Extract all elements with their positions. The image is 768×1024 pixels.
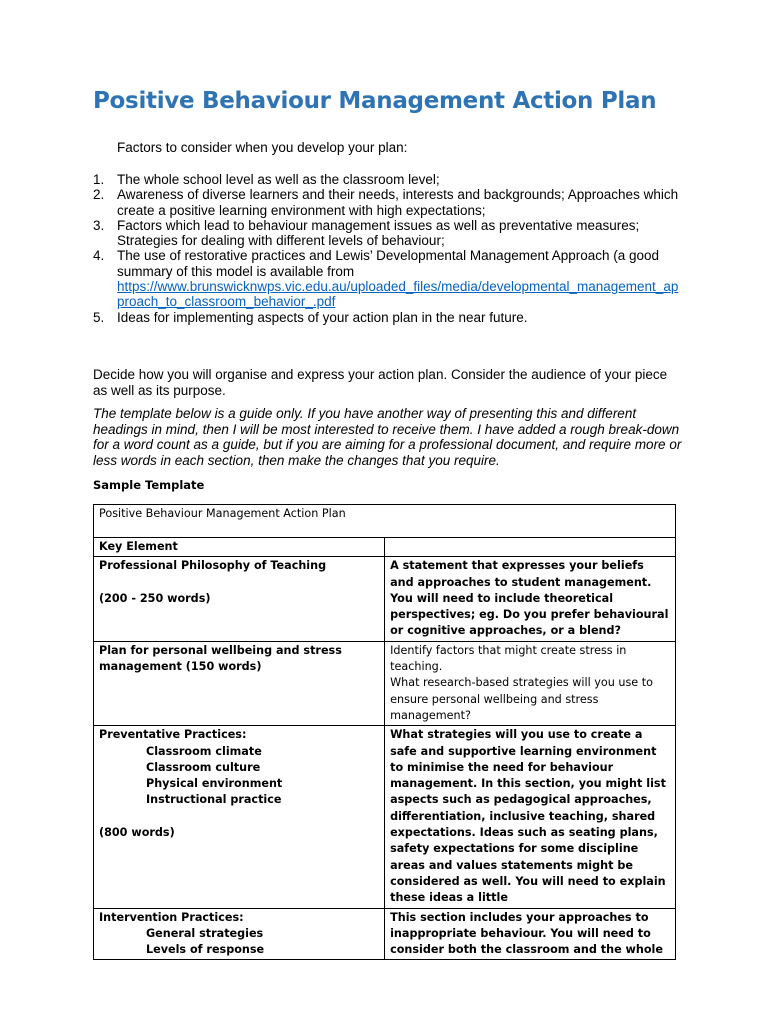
list-item: 4. The use of restorative practices and Lewis’ Developmental Management Approach (a good summary of this model is available from https://www.brunswicknwps.vic.edu.au/uploaded_files/media/developmental_management_approach_to_classroom_behavior_.pdf xyxy=(93,248,679,310)
template-note: The template below is a guide only. If you have another way of presenting this and different headings in mind, then I will be most interested to receive them. I have added a rough break-down for a word count as a guide, but if you are aiming for a professional document, and require more or less words in each section, then make the changes that you require. xyxy=(93,406,682,468)
table-header-cell: Positive Behaviour Management Action Plan xyxy=(94,505,676,538)
table-row xyxy=(94,538,676,557)
list-item: 5. Ideas for implementing aspects of your action plan in the near future. xyxy=(93,309,528,325)
table-cell: This section includes your approaches to inappropriate behaviour. You will need to consider both the classroom and the whole xyxy=(385,908,676,960)
list-item: 3. Factors which lead to behaviour management issues as well as preventative measures; Strategies for dealing with different levels of behaviour; xyxy=(93,217,640,249)
factors-list xyxy=(93,172,683,325)
sample-template-label: Sample Template xyxy=(93,478,205,492)
table-cell xyxy=(385,538,676,557)
table-row xyxy=(94,505,676,538)
table-cell: Plan for personal wellbeing and stress management (150 words) xyxy=(94,641,385,725)
organise-paragraph: Decide how you will organise and express your action plan. Consider the audience of your piece as well as its purpose. xyxy=(93,367,668,398)
table-cell: Preventative Practices: Classroom climate Classroom culture Physical environment Instructional practice (800 words) xyxy=(94,726,385,908)
table-row xyxy=(94,557,676,641)
table-cell: What strategies will you use to create a safe and supportive learning environment to minimise the need for behaviour management. In this section, you might list aspects such as pedagogical approaches, differentiation, inclusive teaching, shared expectations. Ideas such as seating plans, safety expectations for some discipline areas and values statements might be considered as well. You will need to explain these ideas a little xyxy=(385,726,676,908)
factors-intro: Factors to consider when you develop your plan: xyxy=(117,140,408,155)
table-cell: Professional Philosophy of Teaching (200 - 250 words) xyxy=(94,557,385,641)
table-cell: Intervention Practices: General strategies Levels of response xyxy=(94,908,385,960)
list-item: 1. The whole school level as well as the classroom level; xyxy=(93,172,440,187)
key-element-cell: Key Element xyxy=(94,538,385,557)
model-summary-link[interactable]: https://www.brunswicknwps.vic.edu.au/uploaded_files/media/developmental_management_approach_to_classroom_behavior_.pdf xyxy=(117,279,679,310)
table-row xyxy=(94,908,676,960)
page-title: Positive Behaviour Management Action Plan xyxy=(93,88,657,114)
table-cell: A statement that expresses your beliefs and approaches to student management. You will need to include theoretical perspectives; eg. Do you prefer behavioural or cognitive approaches, or a blend? xyxy=(385,557,676,641)
table-row xyxy=(94,641,676,725)
sample-template-table xyxy=(93,504,676,960)
table-cell: Identify factors that might create stress in teaching. What research-based strategies will you use to ensure personal wellbeing and stress management? xyxy=(385,641,676,725)
table-row xyxy=(94,726,676,908)
list-item: 2. Awareness of diverse learners and their needs, interests and backgrounds; Approaches which create a positive learning environment with high expectations; xyxy=(93,187,679,218)
